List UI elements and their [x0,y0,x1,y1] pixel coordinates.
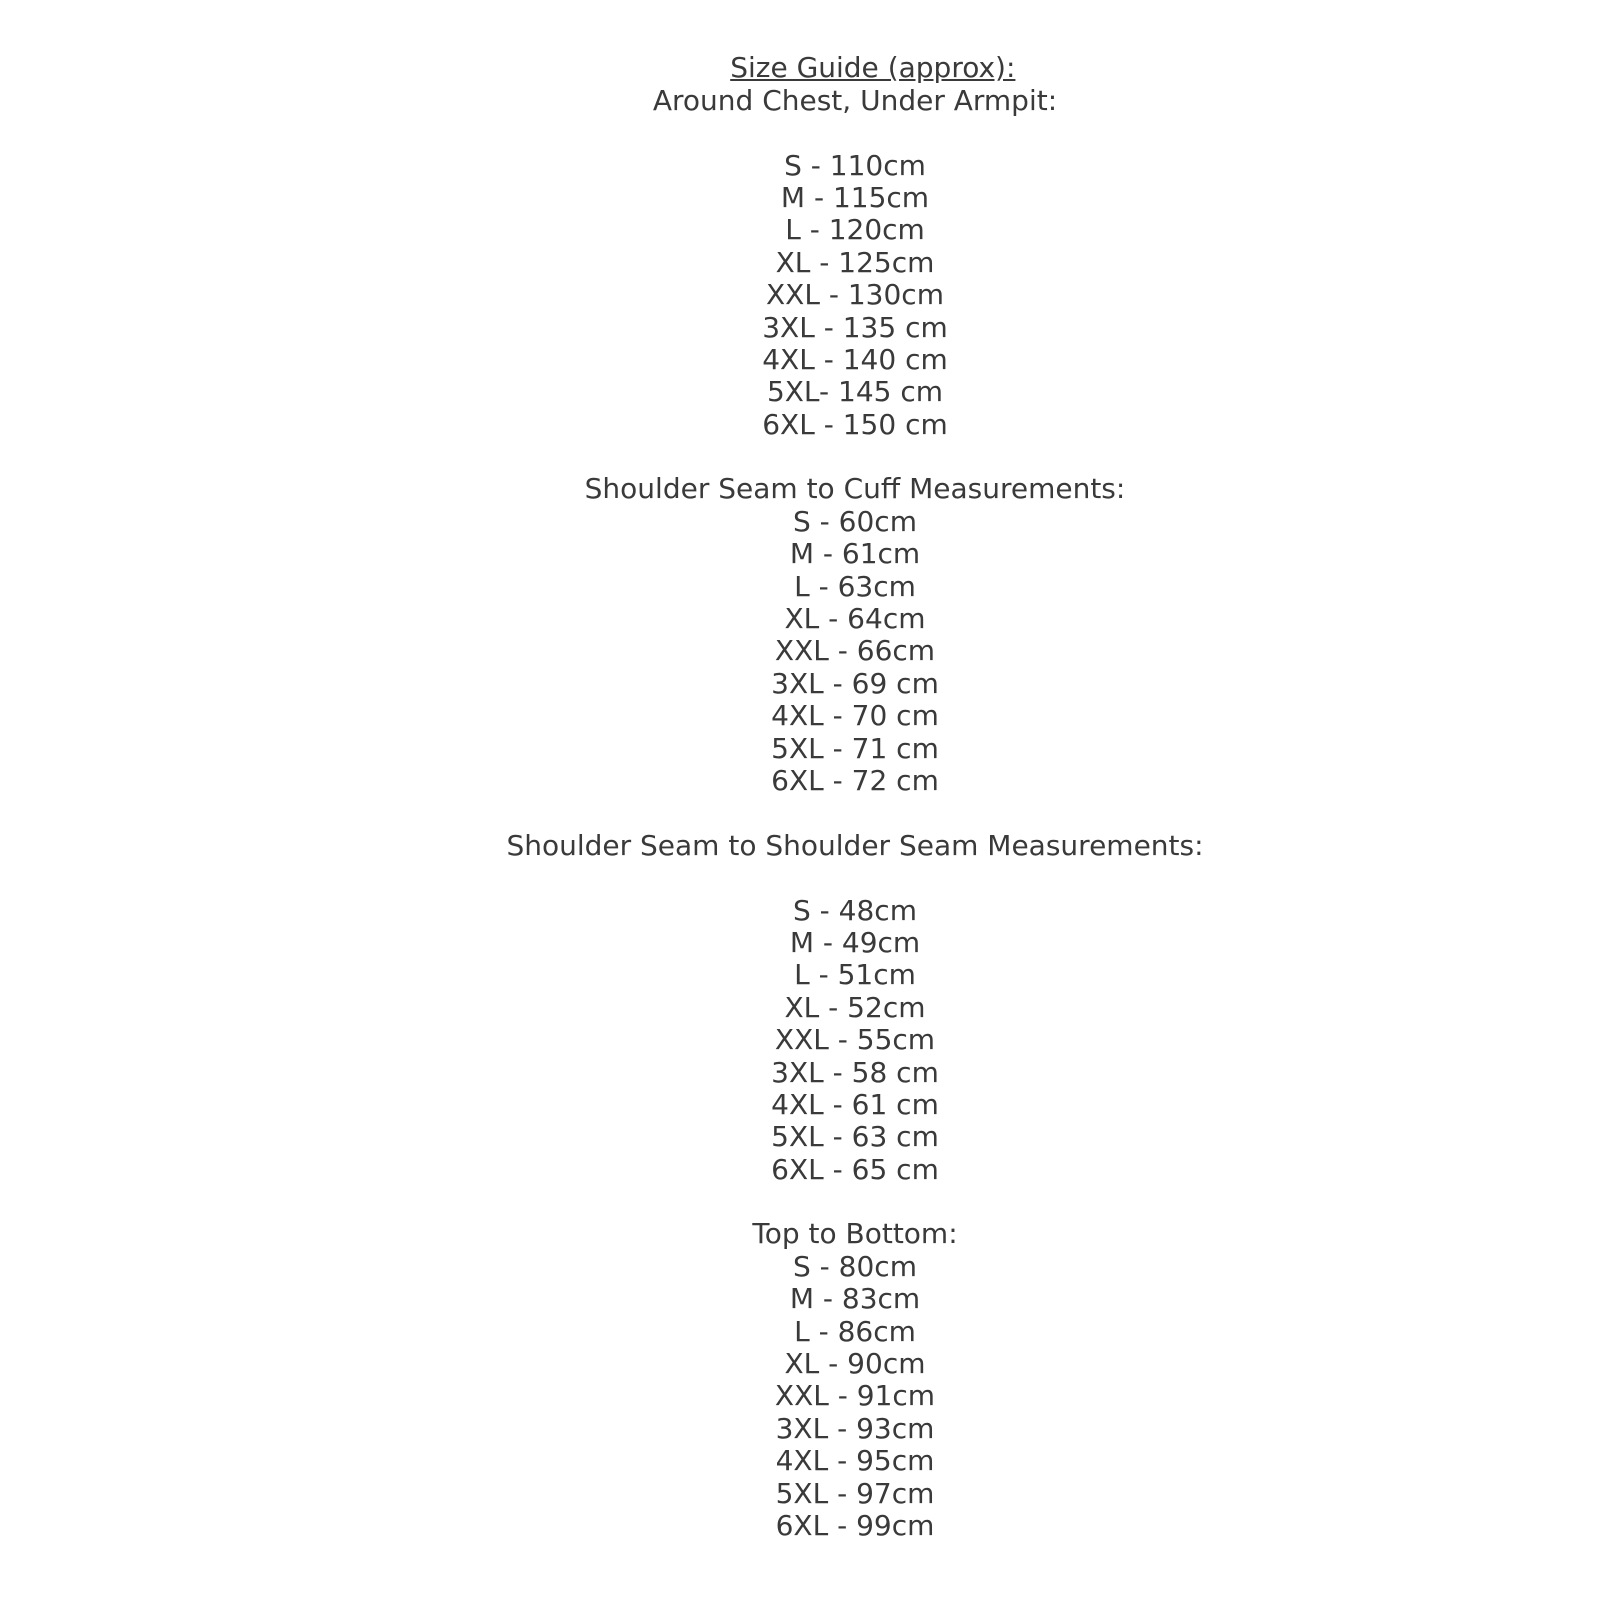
size-row: L - 63cm [794,569,916,603]
size-row: 4XL - 95cm [775,1444,935,1478]
size-row: M - 115cm [780,180,930,214]
size-row: XL - 52cm [784,990,926,1024]
blank-line [110,441,1600,473]
size-guide-sections [110,52,1600,1542]
size-row: S - 60cm [793,504,917,538]
size-row: XL - 125cm [775,245,935,279]
size-row: XXL - 130cm [766,278,944,312]
section-header: Around Chest, Under Armpit: [652,83,1058,117]
size-row: 5XL - 97cm [775,1476,935,1510]
size-row: S - 48cm [793,893,917,927]
size-row: 4XL - 61 cm [771,1087,939,1121]
size-row: 6XL - 99cm [775,1508,935,1542]
size-row: 6XL - 150 cm [762,407,948,441]
size-row: XXL - 55cm [774,1023,936,1057]
size-row: 4XL - 140 cm [762,342,948,376]
blank-line [110,1186,1600,1218]
size-row: L - 86cm [794,1314,916,1348]
size-row: M - 49cm [789,925,921,959]
size-row: 5XL- 145 cm [766,375,944,409]
size-row: XL - 64cm [784,602,926,636]
page-title: Size Guide (approx): [730,51,1016,85]
size-row: 5XL - 71 cm [771,731,939,765]
section-header: Shoulder Seam to Cuff Measurements: [584,472,1126,506]
blank-line [110,52,1600,84]
size-row: S - 80cm [793,1249,917,1283]
size-row: XL - 90cm [784,1347,926,1381]
size-row: M - 61cm [789,537,921,571]
size-row: 3XL - 135 cm [762,310,948,344]
blank-line [110,797,1600,829]
size-row: S - 110cm [784,148,926,182]
size-row: M - 83cm [789,1282,921,1316]
size-row: 3XL - 58 cm [771,1055,939,1089]
size-row: 4XL - 70 cm [771,699,939,733]
blank-line [110,862,1600,894]
size-row: 3XL - 69 cm [771,666,939,700]
size-row: L - 51cm [794,958,916,992]
size-row: 6XL - 65 cm [771,1152,939,1186]
size-row: 3XL - 93cm [775,1411,935,1445]
section-header: Shoulder Seam to Shoulder Seam Measurements: [506,828,1204,862]
blank-line [110,117,1600,149]
size-row: XXL - 91cm [774,1379,936,1413]
size-row: 6XL - 72 cm [771,763,939,797]
page-title-line [110,20,1600,85]
size-row: L - 120cm [785,213,925,247]
section-header: Top to Bottom: [752,1217,958,1251]
size-row: XXL - 66cm [774,634,936,668]
size-row: 5XL - 63 cm [771,1120,939,1154]
